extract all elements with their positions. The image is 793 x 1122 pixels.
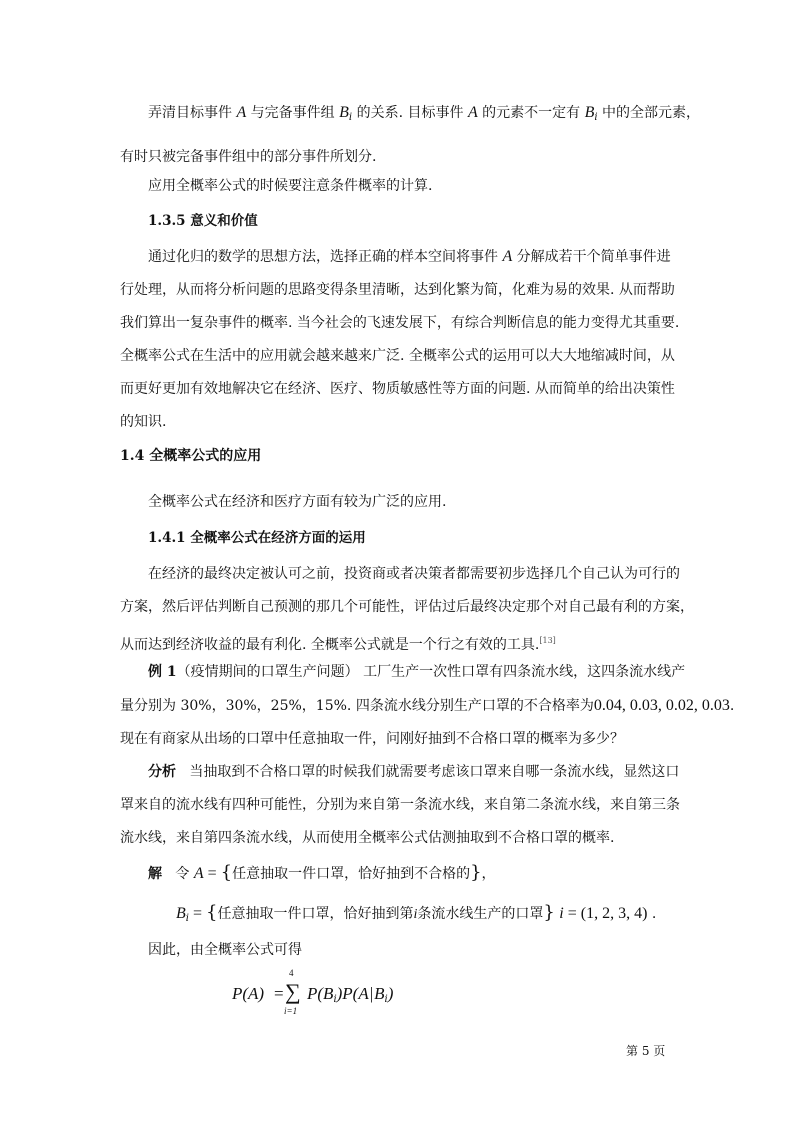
paragraph-economics bbox=[120, 558, 694, 662]
paragraph-line bbox=[120, 656, 686, 689]
analysis-label: 分析 bbox=[148, 764, 176, 780]
equals-sign: = bbox=[203, 865, 221, 882]
paragraph-line: 流水线，来自第四条流水线，从而使用全概率公式估测抽取到不合格口罩的概率. bbox=[120, 830, 615, 846]
index-set: (1, 2, 3, 4) bbox=[580, 905, 648, 922]
formula-term-c: B bbox=[374, 984, 385, 1003]
text-run: . bbox=[729, 698, 735, 714]
text-run: 与完备事件组 bbox=[246, 105, 340, 121]
event-a-description: 任意抽取一件口罩，恰好抽到不合格的 bbox=[232, 866, 471, 882]
analysis-block bbox=[120, 756, 680, 855]
sum-upper-limit: 4 bbox=[289, 968, 294, 978]
math-var-B: B bbox=[584, 104, 595, 121]
example-label: 例 1 bbox=[148, 664, 177, 680]
text-run: 的关系. 目标事件 bbox=[352, 105, 468, 121]
formula-lhs: P(A) bbox=[232, 984, 265, 1003]
citation-ref: [13] bbox=[539, 636, 556, 645]
paragraph-line: 罩来自的流水线有四种可能性，分别为来自第一条流水线，来自第二条流水线，来自第三条 bbox=[120, 797, 680, 813]
conditional-bar-glyph: | bbox=[369, 984, 374, 1003]
formula-term-a: P(B bbox=[307, 984, 334, 1003]
paragraph-line: 而更好更加有效地解决它在经济、医疗、物质敏感性等方面的问题. 从而简单的给出决策性 bbox=[120, 381, 675, 397]
paragraph-line: 全概率公式在生活中的应用就会越来越来广泛. 全概率公式的运用可以大大地缩减时间，从 bbox=[120, 348, 675, 364]
paragraph-line: 现在有商家从出场的口罩中任意抽取一件，问刚好抽到不合格口罩的概率为多少？ bbox=[120, 731, 624, 747]
paragraph-meaning-value bbox=[120, 240, 680, 439]
heading-text: 1.4 全概率公式的应用 bbox=[120, 448, 262, 464]
paragraph-conditional-probability bbox=[120, 170, 676, 203]
text-run: 量分别为 30%，30%，25%，15%. 四条流水线分别生产口罩的不合格率为 bbox=[120, 698, 594, 714]
solution-event-a bbox=[120, 856, 676, 891]
paragraph-line: 的知识. bbox=[120, 414, 167, 430]
left-brace-glyph: { bbox=[220, 862, 233, 883]
section-heading-1-3-5 bbox=[120, 205, 676, 238]
paragraph-line bbox=[120, 96, 701, 134]
event-b-description: 条流水线生产的口罩 bbox=[417, 906, 544, 922]
math-var-i: i bbox=[559, 905, 564, 922]
paragraph-line: 因此，由全概率公式可得 bbox=[148, 942, 302, 958]
math-var-B: B bbox=[339, 104, 349, 121]
formula-term bbox=[307, 984, 393, 1005]
text-run: 中的全部元素， bbox=[597, 105, 701, 121]
paragraph-line: 全概率公式在经济和医疗方面有较为广泛的应用. bbox=[148, 494, 447, 510]
right-brace-glyph: } bbox=[543, 902, 555, 923]
example-1 bbox=[120, 656, 735, 756]
text-run: 当抽取到不合格口罩的时候我们就需要考虑该口罩来自哪一条流水线，显然这口 bbox=[189, 764, 680, 780]
paragraph-line: 我们算出一复杂事件的概率. 当今社会的飞速发展下，有综合判断信息的能力变得尤其重要. bbox=[120, 315, 680, 331]
left-brace-glyph: { bbox=[206, 902, 218, 923]
text-run: 从而达到经济收益的最有利化. 全概率公式就是一个行之有效的工具. bbox=[120, 637, 540, 653]
paragraph-line bbox=[120, 856, 676, 891]
text-run: . bbox=[651, 906, 657, 922]
paragraph-line: 有时只被完备事件组中的部分事件所划分. bbox=[120, 149, 377, 165]
solution-label: 解 bbox=[148, 866, 162, 882]
paragraph-line bbox=[120, 756, 680, 789]
paragraph-line bbox=[176, 896, 676, 935]
formula-term-end: ) bbox=[387, 984, 394, 1003]
text-run: 的元素不一定有 bbox=[477, 105, 585, 121]
math-subscript-i: i bbox=[185, 913, 189, 924]
equals-sign: = bbox=[274, 984, 284, 1003]
sum-lower-limit: i=1 bbox=[284, 1006, 298, 1016]
heading-text: 1.4.1 全概率公式在经济方面的运用 bbox=[148, 530, 366, 546]
equals-sign: = bbox=[188, 905, 207, 922]
math-var-B: B bbox=[176, 905, 186, 922]
math-var-A: A bbox=[193, 865, 204, 882]
text-run: 弄清目标事件 bbox=[148, 105, 237, 121]
paragraph-line bbox=[120, 240, 676, 274]
text-run: ， bbox=[481, 866, 496, 882]
text-run: 分解成若干个简单事件进 bbox=[512, 249, 671, 265]
math-subscript-i: i bbox=[333, 994, 337, 1005]
defect-rates: 0.04, 0.03, 0.02, 0.03 bbox=[593, 697, 730, 714]
paragraph-line: 在经济的最终决定被认可之前，投资商或者决策者都需要初步选择几个自己认为可行的 bbox=[148, 566, 680, 582]
math-subscript-i: i bbox=[348, 112, 353, 123]
text-run: （疫情期间的口罩生产问题） 工厂生产一次性口罩有四条流水线，这四条流水线产 bbox=[176, 664, 686, 680]
math-var-A: A bbox=[502, 248, 513, 265]
math-var-A: A bbox=[467, 104, 478, 121]
paragraph-line: 行处理，从而将分析问题的思路变得条里清晰，达到化繁为简，化难为易的效果. 从而帮助 bbox=[120, 282, 675, 298]
page-number: 第 5 页 bbox=[626, 1044, 666, 1058]
right-brace-glyph: } bbox=[470, 862, 482, 883]
heading-text: 1.3.5 意义和价值 bbox=[148, 213, 258, 229]
paragraph-line: 应用全概率公式的时候要注意条件概率的计算. bbox=[148, 178, 433, 194]
solution-therefore bbox=[120, 934, 676, 967]
math-subscript-i: i bbox=[384, 994, 388, 1005]
section-heading-1-4-1 bbox=[120, 522, 676, 555]
section-heading-1-4 bbox=[120, 440, 676, 473]
paragraph-applications-intro bbox=[120, 486, 676, 519]
math-var-i: i bbox=[413, 907, 418, 922]
paragraph-line: 方案，然后评估判断自己预测的那几个可能性，评估过后最终决定那个对自己最有利的方案， bbox=[120, 599, 694, 615]
equals-sign: = bbox=[563, 905, 581, 922]
summation-glyph: ∑ bbox=[285, 979, 301, 1004]
text-run: 令 bbox=[175, 866, 190, 882]
solution-event-b bbox=[176, 896, 676, 935]
event-b-description: 任意抽取一件口罩，恰好抽到第 bbox=[217, 906, 414, 922]
math-var-A: A bbox=[236, 104, 247, 121]
paragraph-event-relation bbox=[120, 96, 701, 174]
text-run: 通过化归的数学的思想方法，选择正确的样本空间将事件 bbox=[148, 249, 503, 265]
paragraph-line bbox=[120, 689, 735, 723]
formula-term-b: )P(A bbox=[336, 984, 369, 1003]
math-subscript-i: i bbox=[594, 112, 598, 123]
